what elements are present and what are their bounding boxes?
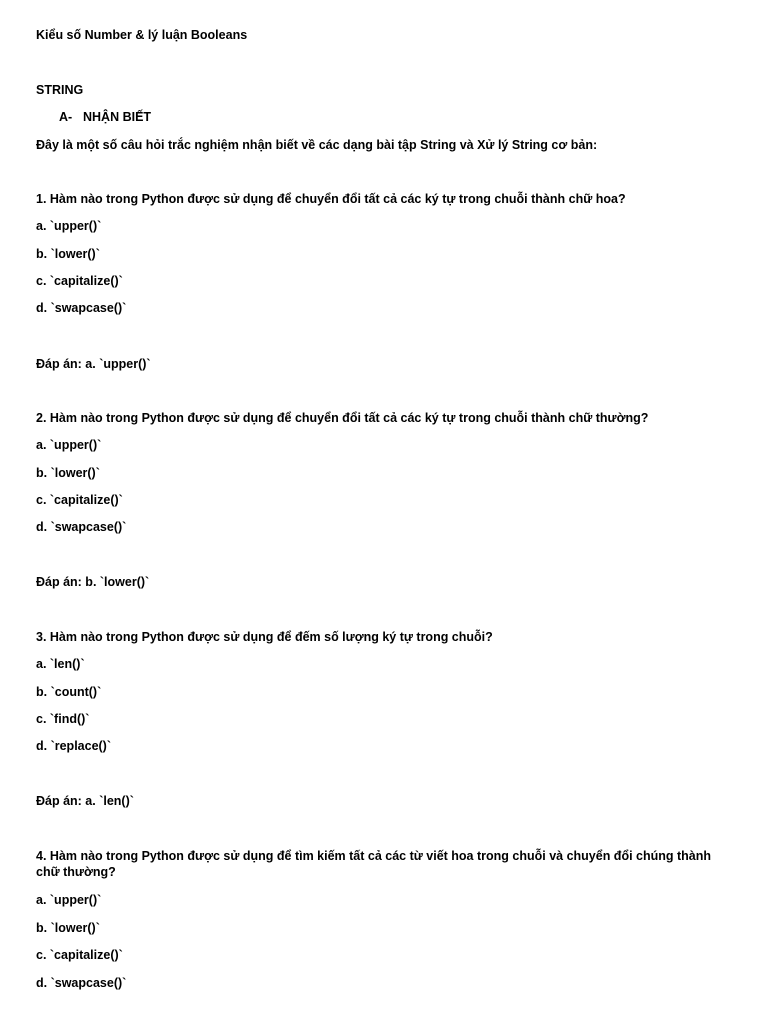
question-2-option-d: d. `swapcase()`	[36, 520, 127, 534]
intro-text: Đây là một số câu hỏi trắc nghiệm nhận biết về các dạng bài tập String và Xử lý String cơ bản:	[36, 138, 598, 152]
question-2-option-c: c. `capitalize()`	[36, 493, 123, 507]
subsection-marker: A-	[59, 110, 73, 124]
section-heading: STRING	[36, 83, 84, 97]
question-3-text: 3. Hàm nào trong Python được sử dụng để đếm số lượng ký tự trong chuỗi?	[36, 630, 493, 644]
question-1-text: 1. Hàm nào trong Python được sử dụng để chuyển đổi tất cả các ký tự trong chuỗi thành chữ hoa?	[36, 192, 626, 206]
question-1-option-c: c. `capitalize()`	[36, 274, 123, 288]
question-2-option-b: b. `lower()`	[36, 466, 100, 480]
question-3-option-c: c. `find()`	[36, 712, 90, 726]
question-4-option-d: d. `swapcase()`	[36, 976, 127, 990]
question-3-option-a: a. `len()`	[36, 657, 85, 671]
question-4-option-b: b. `lower()`	[36, 921, 100, 935]
question-1-option-a: a. `upper()`	[36, 219, 102, 233]
question-2-option-a: a. `upper()`	[36, 438, 102, 452]
doc-title: Kiểu số Number & lý luận Booleans	[36, 28, 248, 42]
question-3-option-b: b. `count()`	[36, 685, 102, 699]
question-3-option-d: d. `replace()`	[36, 739, 112, 753]
question-1-option-d: d. `swapcase()`	[36, 301, 127, 315]
question-2-text: 2. Hàm nào trong Python được sử dụng để chuyển đổi tất cả các ký tự trong chuỗi thành chữ thường?	[36, 411, 649, 425]
question-1-option-b: b. `lower()`	[36, 247, 100, 261]
subsection-title: NHẬN BIẾT	[83, 110, 152, 124]
question-4-option-a: a. `upper()`	[36, 893, 102, 907]
question-4-text: 4. Hàm nào trong Python được sử dụng để tìm kiếm tất cả các từ viết hoa trong chuỗi và chuyển đổi chúng thành chữ thường?	[36, 849, 712, 879]
question-2-answer: Đáp án: b. `lower()`	[36, 575, 150, 589]
question-4-option-c: c. `capitalize()`	[36, 948, 123, 962]
question-1-answer: Đáp án: a. `upper()`	[36, 357, 151, 371]
question-3-answer: Đáp án: a. `len()`	[36, 794, 134, 808]
